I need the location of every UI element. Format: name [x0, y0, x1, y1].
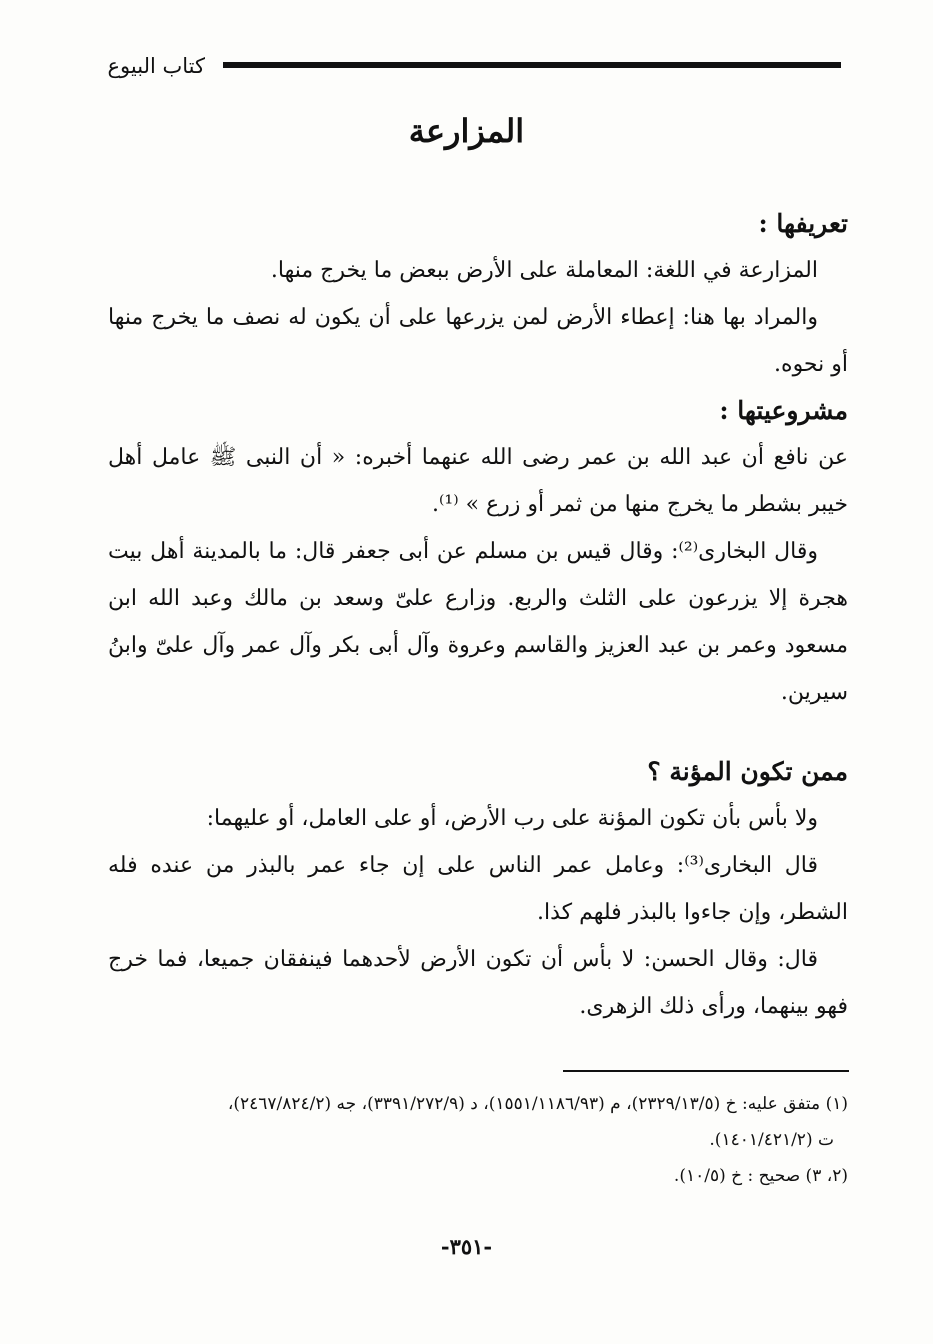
definition-heading: تعريفها :	[758, 209, 848, 238]
cost-heading: ممن تكون المؤنة ؟	[647, 757, 848, 786]
cost-line-3: قال: وقال الحسن: لا بأس أن تكون الأرض لأحدهما فينفقان جميعا، فما خرج فهو بينهما، ورأى ذلك الزهرى.	[108, 947, 848, 1019]
cost-line-2: قال البخارى⁽³⁾: وعامل عمر الناس على إن جاء عمر بالبذر من عنده فله الشطر، وإن جاءوا بالبذر فلهم كذا.	[108, 853, 848, 925]
page-number: -٣٥١-	[440, 1234, 493, 1259]
section-cost	[108, 748, 848, 1030]
header-rule	[223, 62, 841, 68]
running-title: كتاب البيوع	[107, 54, 205, 78]
bukhari-paragraph: وقال البخارى⁽²⁾: وقال قيس بن مسلم عن أبى جعفر قال: ما بالمدينة أهل بيت هجرة إلا يزرعون على الثلث والربع. وزارع علىّ وسعد بن مالك وعبد الله ابن مسعود وعمر بن عبد العزيز والقاسم وعروة وآل أبى بكر وآل عمر وآل علىّ وابنُ سيرين.	[108, 539, 848, 705]
definition-line-1: المزارعة في اللغة: المعاملة على الأرض ببعض ما يخرج منها.	[270, 258, 818, 283]
footnote-1: (١) متفق عليه: خ (٢٣٢٩/١٣/٥)، م (١٥٥١/١١٨٦/٩٣)، د (٣٣٩١/٢٧٢/٩)، جه (٢٤٦٧/٨٢٤/٢)،	[227, 1094, 848, 1114]
footnotes	[108, 1086, 848, 1194]
running-header	[95, 52, 845, 92]
hadith-paragraph: عن نافع أن عبد الله بن عمر رضى الله عنهما أخبره: « أن النبى ﷺ عامل أهل خيبر بشطر ما يخرج منها من ثمر أو زرع » ⁽¹⁾.	[108, 445, 848, 517]
section-definition	[108, 200, 848, 388]
footnote-2-3: (٢، ٣) صحيح : خ (١٠/٥).	[673, 1166, 848, 1186]
definition-line-2: والمراد بها هنا: إعطاء الأرض لمن يزرعها على أن يكون له نصف ما يخرج منها أو نحوه.	[108, 305, 848, 377]
footnote-1-continuation: ت (١٤٠١/٤٢١/٢).	[709, 1130, 834, 1150]
legitimacy-heading: مشروعيتها :	[719, 396, 848, 425]
footnote-rule	[563, 1070, 849, 1072]
cost-line-1: ولا بأس بأن تكون المؤنة على رب الأرض، أو على العامل، أو عليهما:	[206, 806, 818, 831]
chapter-title: المزارعة	[408, 112, 525, 150]
section-legitimacy	[108, 387, 848, 716]
